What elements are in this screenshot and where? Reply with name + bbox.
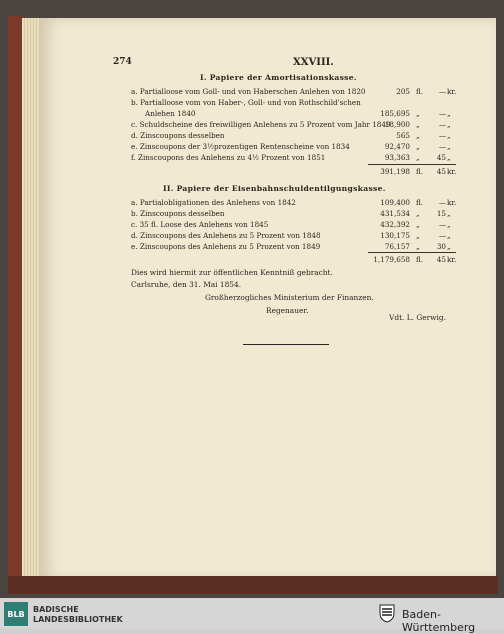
page-number: 274 bbox=[113, 57, 132, 67]
row-kreuzer-unit: „ bbox=[447, 120, 451, 129]
row-kreuzer: — bbox=[438, 220, 446, 229]
row-label: b. Partialloose vom von Haber-, Goll- und von Rothschild'schen bbox=[131, 98, 361, 107]
total-kreuzer-unit: kr. bbox=[447, 167, 457, 176]
row-kreuzer-unit: „ bbox=[447, 231, 451, 240]
sum-rule bbox=[368, 164, 456, 165]
total-kreuzer-unit: kr. bbox=[447, 255, 457, 264]
row-label: b. Zinscoupons desselben bbox=[131, 209, 225, 218]
row-label-continued: Anlehen 1840 bbox=[145, 109, 196, 118]
total-unit: fl. bbox=[416, 167, 424, 176]
notice-text: Dies wird hiermit zur öffentlichen Kenntniß gebracht. bbox=[131, 268, 333, 277]
total-row bbox=[0, 255, 504, 267]
row-kreuzer: — bbox=[438, 109, 446, 118]
row-kreuzer: — bbox=[438, 87, 446, 96]
row-kreuzer-unit: kr. bbox=[447, 198, 457, 207]
row-unit: fl. bbox=[416, 198, 424, 207]
total-kreuzer: 45 bbox=[436, 167, 446, 176]
row-amount: 431,534 bbox=[380, 209, 410, 218]
section-heading: XXVIII. bbox=[293, 57, 334, 68]
row-kreuzer-unit: „ bbox=[447, 209, 451, 218]
row-amount: 109,400 bbox=[380, 198, 410, 207]
row-label: e. Zinscoupons der 3½prozentigen Rentenscheine von 1834 bbox=[131, 142, 350, 151]
row-kreuzer-unit: „ bbox=[447, 109, 451, 118]
total-unit: fl. bbox=[416, 255, 424, 264]
row-kreuzer-unit: kr. bbox=[447, 87, 457, 96]
library-name-line2: LANDESBIBLIOTHEK bbox=[33, 615, 123, 624]
total-kreuzer: 45 bbox=[436, 255, 446, 264]
row-kreuzer: 30 bbox=[436, 242, 446, 251]
row-amount: 18,900 bbox=[384, 120, 410, 129]
place-date: Carlsruhe, den 31. Mai 1854. bbox=[131, 280, 242, 289]
countersign: Vdt. L. Gerwig. bbox=[389, 313, 446, 322]
blb-logo: BLB bbox=[4, 602, 28, 626]
row-amount: 565 bbox=[396, 131, 410, 140]
row-kreuzer-unit: „ bbox=[447, 242, 451, 251]
sum-rule bbox=[368, 252, 456, 253]
row-unit: „ bbox=[416, 142, 420, 151]
row-label: a. Partialloose vom Goll- und von Haberschen Anlehen von 1820 bbox=[131, 87, 366, 96]
row-label: d. Zinscoupons des Anlehens zu 5 Prozent von 1848 bbox=[131, 231, 321, 240]
row-kreuzer: — bbox=[438, 198, 446, 207]
row-unit: fl. bbox=[416, 87, 424, 96]
row-kreuzer-unit: „ bbox=[447, 153, 451, 162]
row-unit: „ bbox=[416, 109, 420, 118]
row-unit: „ bbox=[416, 220, 420, 229]
row-label: e. Zinscoupons des Anlehens zu 5 Prozent von 1849 bbox=[131, 242, 321, 251]
row-amount: 92,470 bbox=[384, 142, 410, 151]
row-amount: 205 bbox=[396, 87, 410, 96]
row-amount: 185,695 bbox=[380, 109, 410, 118]
library-name-line1: BADISCHE bbox=[33, 605, 79, 614]
row-label: d. Zinscoupons desselben bbox=[131, 131, 225, 140]
row-kreuzer: — bbox=[438, 142, 446, 151]
row-amount: 93,363 bbox=[384, 153, 410, 162]
row-kreuzer: 45 bbox=[436, 153, 446, 162]
row-unit: „ bbox=[416, 153, 420, 162]
row-kreuzer: — bbox=[438, 231, 446, 240]
row-label: f. Zinscoupons des Anlehens zu 4½ Prozent von 1851 bbox=[131, 153, 326, 162]
signer-name: Regenauer. bbox=[266, 306, 309, 315]
row-kreuzer: — bbox=[438, 120, 446, 129]
row-unit: „ bbox=[416, 242, 420, 251]
row-kreuzer: — bbox=[438, 131, 446, 140]
coat-of-arms-icon bbox=[378, 603, 396, 623]
row-kreuzer-unit: „ bbox=[447, 142, 451, 151]
row-label: a. Partialobligationen des Anlehens von 1842 bbox=[131, 198, 296, 207]
book-cover-bottom bbox=[8, 576, 498, 594]
total-row bbox=[0, 167, 504, 179]
row-amount: 76,157 bbox=[384, 242, 410, 251]
row-label: c. 35 fl. Loose des Anlehens von 1845 bbox=[131, 220, 269, 229]
row-kreuzer-unit: „ bbox=[447, 220, 451, 229]
ministry-line: Großherzogliches Ministerium der Finanzen. bbox=[205, 293, 374, 302]
section1-title: I. Papiere der Amortisationskasse. bbox=[200, 73, 357, 82]
row-amount: 432,392 bbox=[380, 220, 410, 229]
row-unit: „ bbox=[416, 231, 420, 240]
row-unit: „ bbox=[416, 131, 420, 140]
section2-title: II. Papiere der Eisenbahnschuldentilgungskasse. bbox=[163, 184, 386, 193]
total-amount: 1,179,658 bbox=[373, 255, 410, 264]
row-amount: 130,175 bbox=[380, 231, 410, 240]
row-kreuzer: 15 bbox=[436, 209, 446, 218]
row-unit: „ bbox=[416, 120, 420, 129]
row-unit: „ bbox=[416, 209, 420, 218]
row-kreuzer-unit: „ bbox=[447, 131, 451, 140]
row-label: c. Schuldscheine des freiwilligen Anlehens zu 5 Prozent vom Jahr 1849 bbox=[131, 120, 391, 129]
state-branding-text: Baden-Württemberg bbox=[402, 608, 476, 634]
total-amount: 391,198 bbox=[380, 167, 410, 176]
closing-rule bbox=[243, 344, 329, 345]
